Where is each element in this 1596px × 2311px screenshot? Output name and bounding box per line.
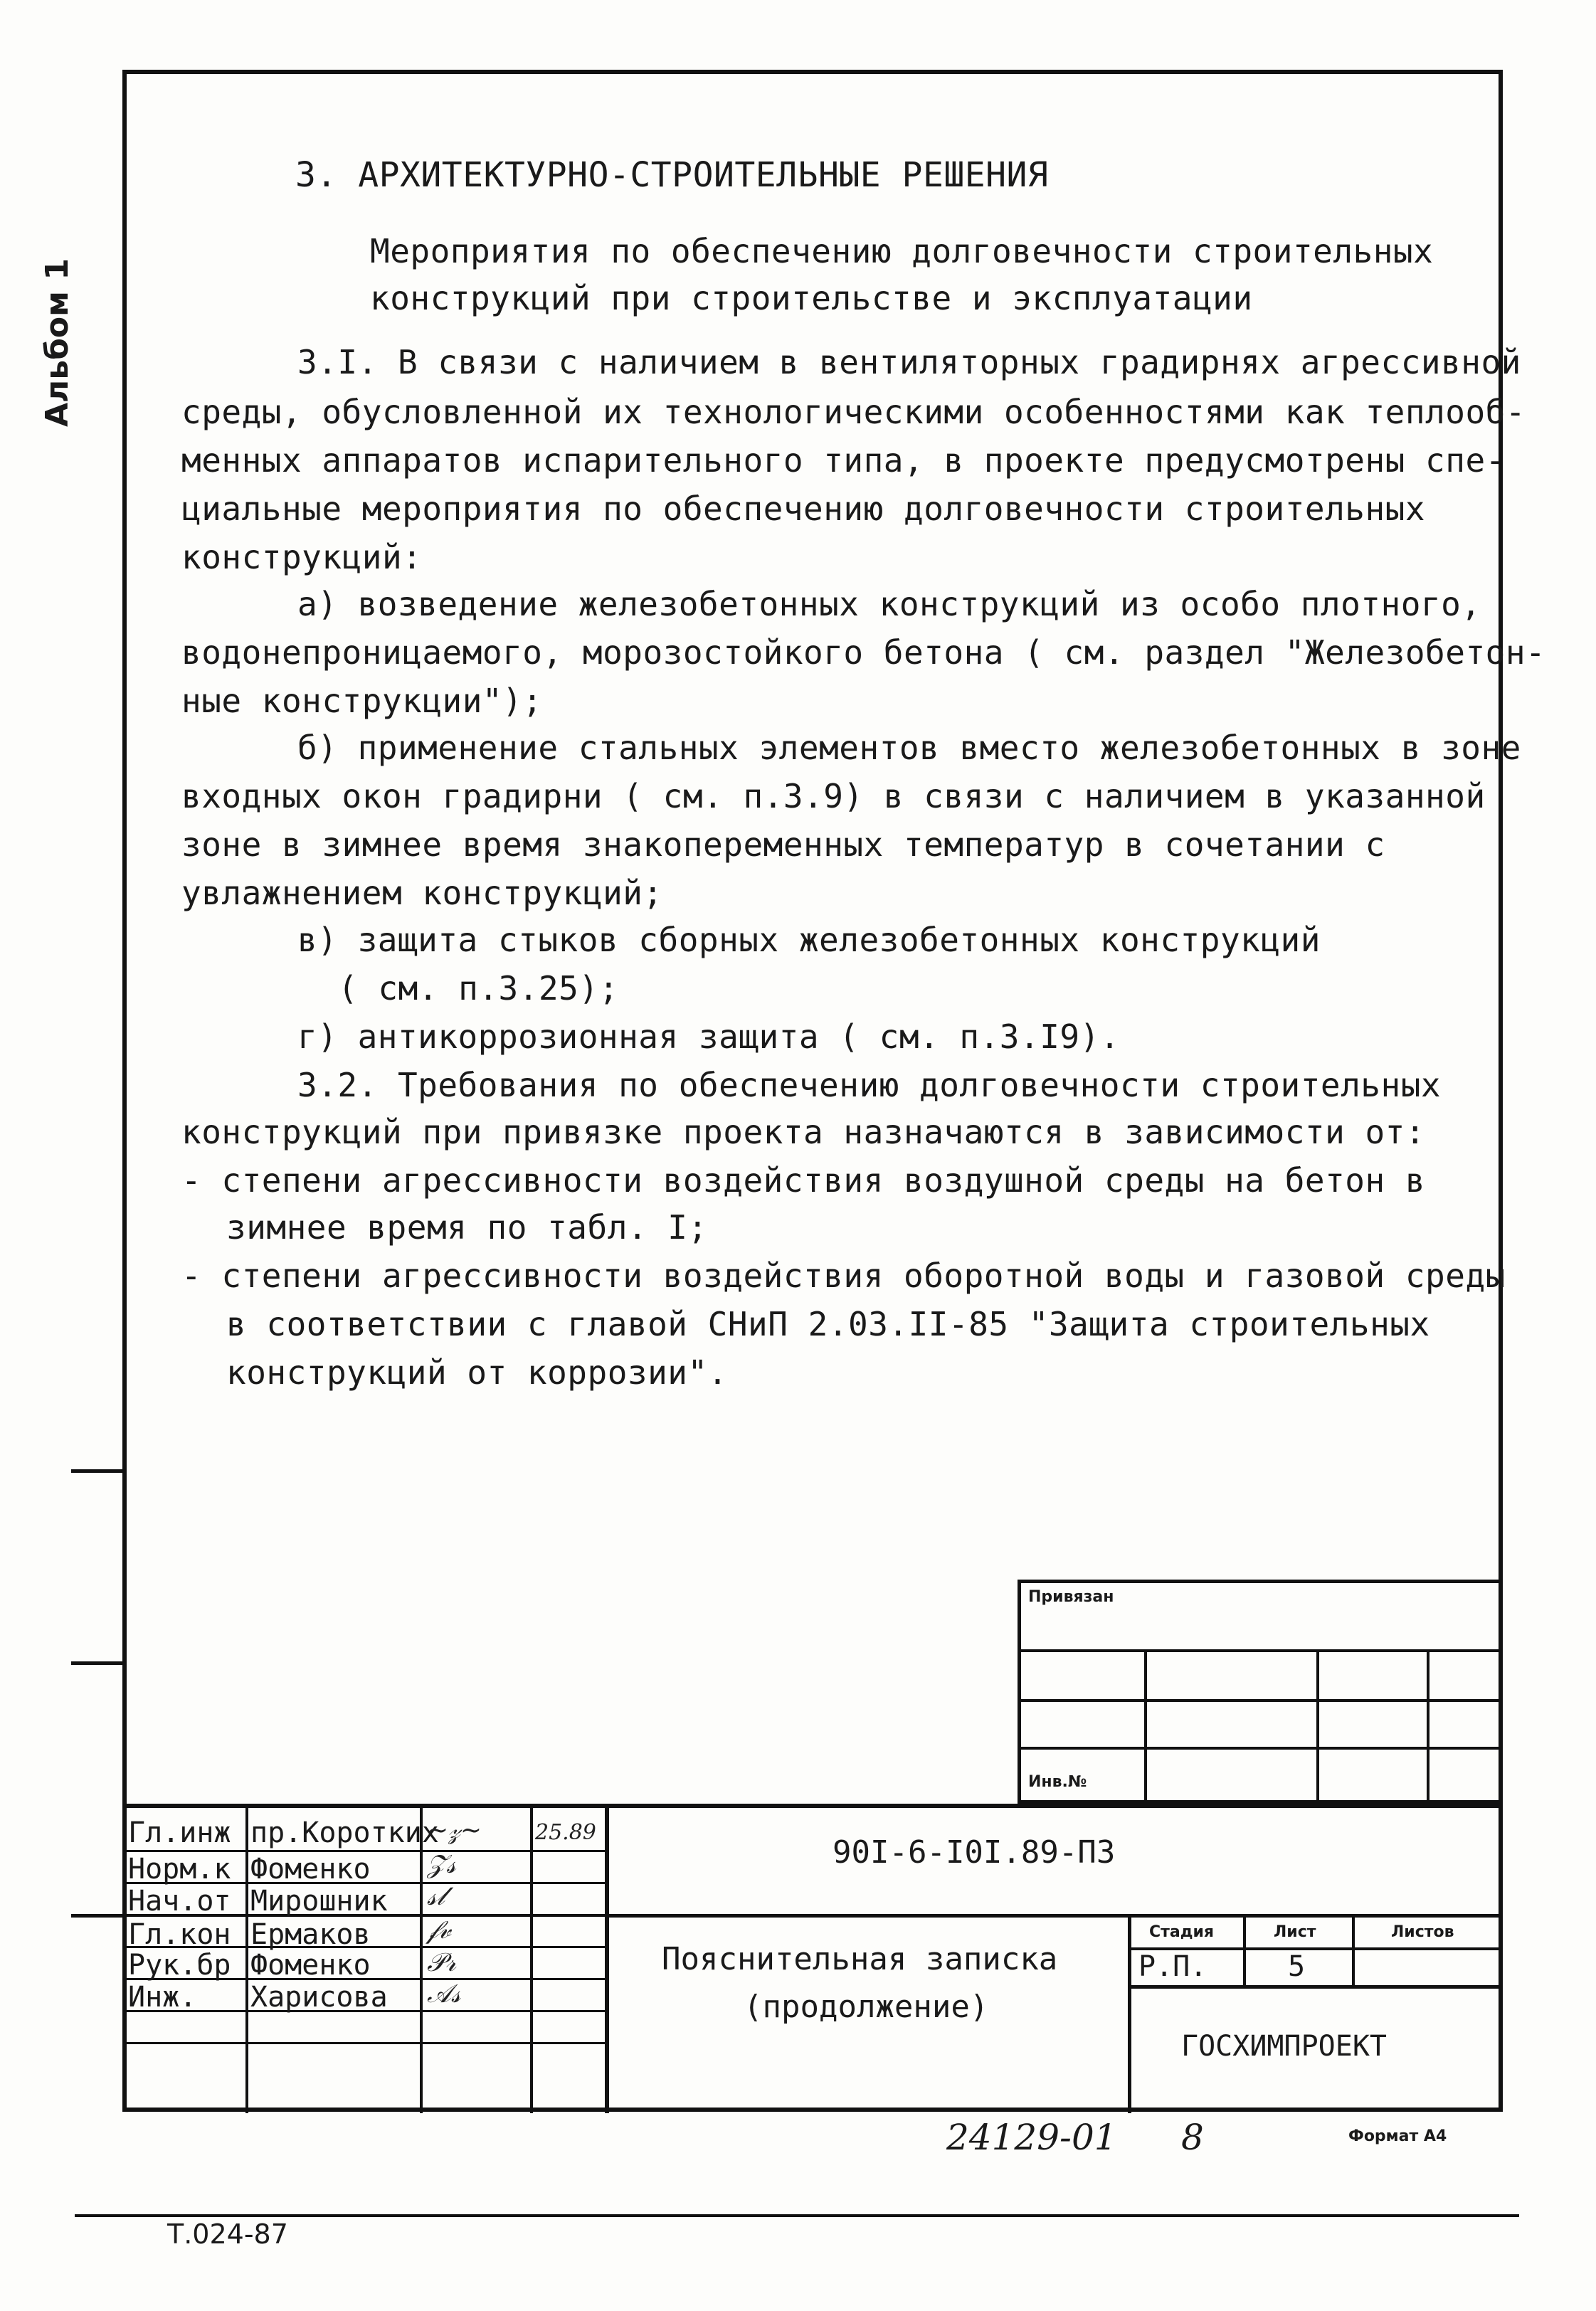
signature: ~𝓏~ bbox=[427, 1816, 482, 1845]
section-heading: 3. АРХИТЕКТУРНО-СТРОИТЕЛЬНЫЕ РЕШЕНИЯ bbox=[295, 155, 1049, 195]
signature: 𝒫𝓇 bbox=[427, 1948, 456, 1977]
body-line: ( см. п.3.25); bbox=[338, 969, 619, 1008]
signature: 𝒵𝓈 bbox=[427, 1850, 456, 1879]
title-block-divider bbox=[605, 1804, 609, 2113]
body-line: менных аппаратов испарительного типа, в проекте предусмотрены спе- bbox=[181, 441, 1506, 480]
name-cell: пр.Коротких bbox=[250, 1816, 439, 1849]
form-code: Т.024-87 bbox=[167, 2219, 288, 2250]
body-line: увлажнением конструкций; bbox=[181, 874, 663, 912]
body-line: в соответствии с главой СНиП 2.03.II-85 "Защита строительных bbox=[226, 1305, 1430, 1343]
signature: 𝒜𝓈 bbox=[427, 1979, 461, 2009]
sheet-value: 5 bbox=[1288, 1950, 1306, 1983]
bottom-rule bbox=[75, 2214, 1519, 2217]
grid-line bbox=[1018, 1649, 1503, 1652]
archive-number: 24129-01 bbox=[946, 2117, 1117, 2158]
name-cell: Ермаков bbox=[250, 1918, 371, 1951]
body-line: ные конструкции"); bbox=[181, 682, 543, 720]
grid-line bbox=[1144, 1649, 1147, 1804]
margin-tick bbox=[71, 1914, 125, 1918]
role-cell: Норм.к bbox=[128, 1853, 231, 1886]
body-line: - степени агрессивности воздействия оборотной воды и газовой среды bbox=[181, 1257, 1506, 1295]
sheets-label: Листов bbox=[1391, 1923, 1454, 1941]
body-line: б) применение стальных элементов вместо железобетонных в зоне bbox=[297, 729, 1521, 767]
body-line: циальные мероприятия по обеспечению долговечности строительных bbox=[181, 490, 1426, 528]
body-line: водонепроницаемого, морозостойкого бетона ( см. раздел "Железобетон- bbox=[181, 633, 1546, 672]
role-cell: Инж. bbox=[128, 1981, 197, 2014]
role-cell: Рук.бр bbox=[128, 1949, 231, 1982]
title-block-top bbox=[122, 1804, 1503, 1808]
margin-tick bbox=[71, 1661, 125, 1665]
grid-line bbox=[1427, 1649, 1429, 1804]
stage-value: Р.П. bbox=[1138, 1950, 1207, 1983]
sig-grid-line bbox=[122, 2042, 605, 2044]
body-line: зоне в зимнее время знакопеременных температур в сочетании с bbox=[181, 825, 1385, 864]
name-cell: Фоменко bbox=[250, 1949, 371, 1982]
name-cell: Харисова bbox=[250, 1981, 388, 2014]
document-title: Пояснительная записка bbox=[662, 1941, 1058, 1977]
binding-box bbox=[1018, 1580, 1503, 1804]
document-subtitle: (продолжение) bbox=[744, 1989, 989, 2025]
role-cell: Гл.инж bbox=[128, 1816, 231, 1849]
sig-grid-line bbox=[122, 1850, 605, 1852]
signature: 𝓈𝓁 bbox=[427, 1882, 445, 1911]
date-cell: 25.89 bbox=[535, 1820, 596, 1845]
title-block-line bbox=[1243, 1914, 1246, 1985]
name-cell: Фоменко bbox=[250, 1853, 371, 1886]
body-line: в) защита стыков сборных железобетонных конструкций bbox=[297, 921, 1321, 959]
grid-line bbox=[1018, 1699, 1503, 1702]
signature: 𝒻𝓋 bbox=[427, 1915, 451, 1945]
grid-line bbox=[1316, 1649, 1319, 1804]
body-line: г) антикоррозионная защита ( см. п.3.I9). bbox=[297, 1017, 1120, 1056]
subheading-line: Мероприятия по обеспечению долговечности строительных bbox=[370, 232, 1434, 270]
format-label: Формат А4 bbox=[1348, 2127, 1447, 2145]
sheet-label: Лист bbox=[1274, 1923, 1316, 1941]
body-line: а) возведение железобетонных конструкций из особо плотного, bbox=[297, 585, 1481, 623]
title-block-line bbox=[1128, 1914, 1131, 2113]
inv-number-label: Инв.№ bbox=[1028, 1773, 1087, 1791]
role-cell: Гл.кон bbox=[128, 1918, 231, 1951]
margin-tick bbox=[71, 1469, 125, 1473]
body-line: входных окон градирни ( см. п.3.9) в связи с наличием в указанной bbox=[181, 777, 1486, 815]
body-line: конструкций при привязке проекта назначаются в зависимости от: bbox=[181, 1113, 1426, 1151]
document-code: 90I-6-I0I.89-ПЗ bbox=[833, 1834, 1116, 1871]
body-line: 3.I. В связи с наличием в вентиляторных градирнях агрессивной bbox=[297, 343, 1521, 381]
body-line: зимнее время по табл. I; bbox=[226, 1208, 708, 1247]
organization: ГОСХИМПРОЕКТ bbox=[1181, 2030, 1387, 2063]
title-block-line bbox=[1128, 1985, 1503, 1989]
body-line: - степени агрессивности воздействия воздушной среды на бетон в bbox=[181, 1161, 1426, 1200]
privyazan-label: Привязан bbox=[1028, 1588, 1114, 1606]
role-cell: Нач.от bbox=[128, 1885, 231, 1918]
grid-line bbox=[1018, 1747, 1503, 1750]
title-block-line bbox=[605, 1914, 1503, 1918]
title-block-line bbox=[1352, 1914, 1355, 1985]
body-line: конструкций от коррозии". bbox=[226, 1353, 728, 1392]
subheading-line: конструкций при строительстве и эксплуатации bbox=[370, 279, 1253, 317]
body-line: 3.2. Требования по обеспечению долговечности строительных bbox=[297, 1066, 1442, 1104]
body-line: конструкций: bbox=[181, 538, 423, 576]
body-line: среды, обусловленной их технологическими особенностями как теплооб- bbox=[181, 393, 1526, 431]
stage-label: Стадия bbox=[1149, 1923, 1215, 1941]
name-cell: Мирошник bbox=[250, 1885, 388, 1918]
album-label: Альбом 1 bbox=[39, 258, 75, 427]
archive-page: 8 bbox=[1181, 2117, 1204, 2158]
